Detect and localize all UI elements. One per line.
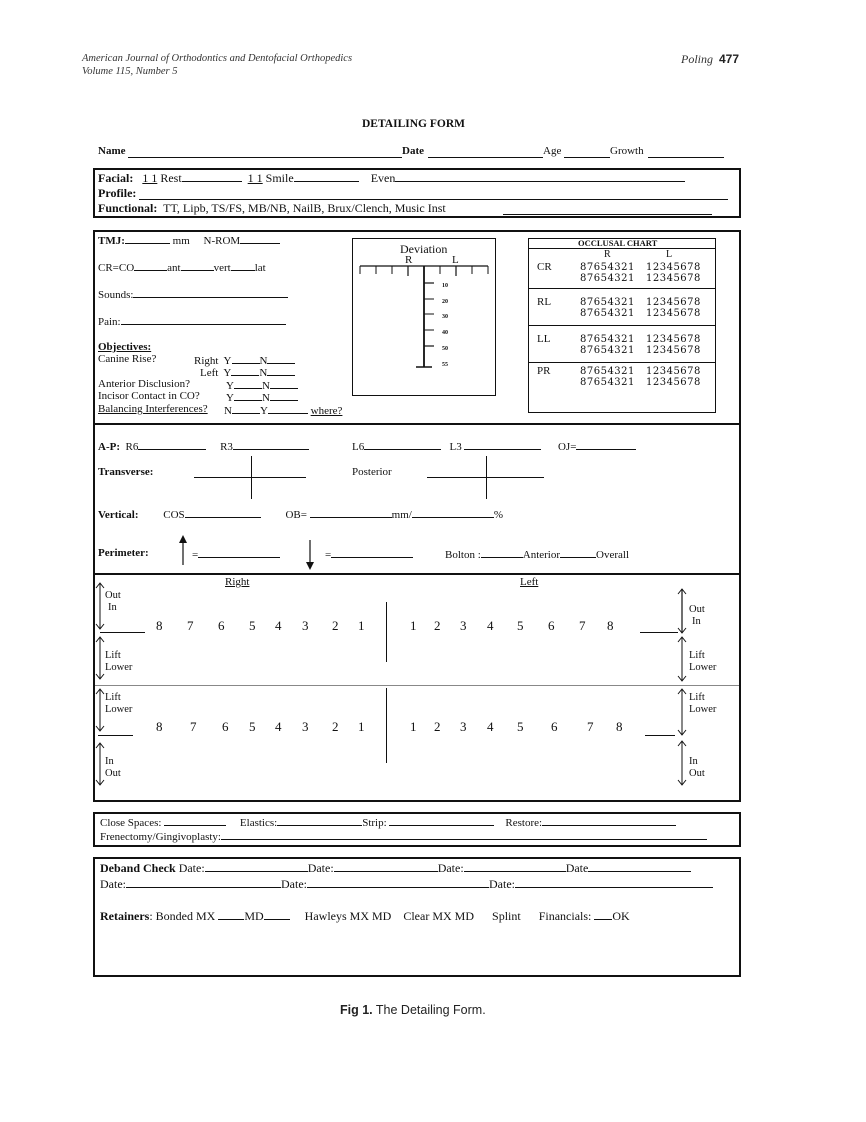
- deviation-tick: 55: [442, 361, 448, 368]
- lower-label: Lower: [105, 704, 133, 715]
- tooth[interactable]: 6: [218, 618, 225, 633]
- deband-date-1-field[interactable]: [205, 861, 308, 872]
- deband-date-5-field[interactable]: [126, 877, 281, 888]
- vert-field[interactable]: [231, 260, 255, 271]
- out-in-label-upper-right: [105, 590, 121, 614]
- strip-field[interactable]: [389, 815, 494, 826]
- balancing-label: Balancing Interferences?: [98, 403, 208, 415]
- functional-items: TT, Lipb, TS/FS, MB/NB, NailB, Brux/Clench, Music Inst: [163, 201, 446, 215]
- anterior-disclusion-label: Anterior Disclusion?: [98, 378, 190, 390]
- date-label: Date: [565, 861, 589, 875]
- financials-label: Financials:: [538, 909, 592, 923]
- tooth[interactable]: 4: [487, 719, 494, 734]
- figure-caption-text: The Detailing Form.: [372, 1003, 486, 1017]
- lower-right-line[interactable]: [98, 735, 133, 736]
- midline-upper: [386, 602, 387, 662]
- perimeter-label: Perimeter:: [98, 547, 149, 559]
- incisor-contact-label: Incisor Contact in CO?: [98, 390, 200, 402]
- lift-lower-label: [689, 650, 716, 674]
- lift-lower-label: [105, 650, 132, 674]
- double-arrow-icon: [677, 688, 687, 736]
- tooth[interactable]: 4: [275, 618, 282, 633]
- deband-date-3-field[interactable]: [464, 861, 566, 872]
- divider: [528, 248, 716, 249]
- lift-lower-label: [689, 692, 716, 716]
- right-label: Right: [225, 576, 250, 588]
- occlusal-row-l: [646, 297, 701, 319]
- tooth[interactable]: 7: [587, 719, 594, 734]
- occlusal-row-r: [580, 366, 635, 388]
- lift-label: Lift: [689, 692, 705, 703]
- y-label: Y: [223, 367, 232, 379]
- upper-left-line[interactable]: [640, 632, 678, 633]
- cos-label: COS: [163, 509, 185, 521]
- sounds-row: [98, 287, 288, 301]
- tooth[interactable]: 1: [358, 618, 365, 633]
- deviation-tick-labels: [442, 279, 448, 373]
- deviation-tick: 50: [442, 345, 448, 352]
- profile-field[interactable]: [139, 199, 728, 200]
- double-arrow-icon: [95, 742, 105, 786]
- occlusal-row-label: LL: [537, 333, 551, 345]
- perimeter-up-row: [192, 547, 280, 561]
- functional-row: [98, 201, 446, 216]
- tooth[interactable]: 7: [579, 618, 586, 633]
- occlusal-l2: 12345678: [646, 345, 701, 356]
- where-label: where?: [310, 405, 343, 417]
- oj-label: OJ=: [557, 441, 577, 453]
- deviation-title: Deviation: [400, 242, 448, 256]
- y-label: Y: [226, 392, 234, 404]
- deband-check-label: Deband Check: [100, 861, 176, 875]
- journal-volume: Volume 115, Number 5: [82, 66, 178, 77]
- double-arrow-icon: [677, 588, 687, 634]
- tooth[interactable]: 6: [551, 719, 558, 734]
- out-label: Out: [105, 768, 121, 779]
- name-field[interactable]: [128, 157, 402, 158]
- bonded-md-field[interactable]: [264, 909, 290, 920]
- retainers-row: [100, 909, 630, 924]
- growth-field[interactable]: [648, 157, 724, 158]
- incisor-contact-row: [226, 390, 298, 404]
- out-label: Out: [105, 590, 121, 601]
- deband-row-2: [100, 877, 713, 892]
- elastics-label: Elastics:: [239, 817, 278, 829]
- date-label: Date:: [437, 861, 464, 875]
- occlusal-row-l: [646, 366, 701, 388]
- figure-caption: [340, 1003, 486, 1017]
- out-in-label-upper-left: [689, 604, 705, 628]
- bolton-overall-field[interactable]: [560, 547, 596, 558]
- cr-co-row: [98, 260, 266, 274]
- ant-label: ant: [167, 262, 181, 274]
- occlusal-r1: 87654321: [580, 297, 635, 308]
- bolton-label: Bolton :: [445, 549, 481, 561]
- tmj-label: TMJ:: [98, 235, 125, 247]
- tooth[interactable]: 2: [434, 719, 441, 734]
- y-label: Y: [226, 380, 234, 392]
- nrom-label: N-ROM: [203, 235, 241, 247]
- tooth[interactable]: 4: [275, 719, 282, 734]
- bonded-md-label: MD: [244, 909, 264, 923]
- arrow-down-icon: [305, 540, 315, 570]
- tooth[interactable]: 3: [302, 719, 309, 734]
- tooth[interactable]: 1: [410, 618, 417, 633]
- strip-label: Strip:: [362, 817, 387, 829]
- pain-field[interactable]: [121, 314, 286, 325]
- n-label: N: [259, 367, 268, 379]
- arch-divider: [95, 685, 739, 686]
- incisor-n-field[interactable]: [270, 390, 298, 401]
- lower-left-line[interactable]: [645, 735, 675, 736]
- ap-label: A-P:: [98, 441, 120, 453]
- occlusal-l2: 12345678: [646, 377, 701, 388]
- tooth[interactable]: 2: [434, 618, 441, 633]
- perimeter-down-field[interactable]: [331, 547, 413, 558]
- tooth[interactable]: 1: [410, 719, 417, 734]
- double-arrow-icon: [95, 582, 105, 630]
- cr-co-field[interactable]: [134, 260, 167, 271]
- balancing-y-field[interactable]: [268, 403, 308, 414]
- bonded-mx-field[interactable]: [218, 909, 244, 920]
- deband-date-6-field[interactable]: [307, 877, 489, 888]
- occlusal-r1: 87654321: [580, 262, 635, 273]
- occlusal-r1: 87654321: [580, 334, 635, 345]
- date-label: Date:: [281, 877, 307, 891]
- rest-prefix: 1 1: [142, 171, 158, 185]
- balancing-row: [224, 403, 342, 417]
- ob-mm-field[interactable]: [310, 507, 392, 518]
- occlusal-r2: 87654321: [580, 308, 635, 319]
- frenectomy-row: [100, 829, 707, 843]
- left-label: Left: [520, 576, 539, 588]
- close-spaces-field[interactable]: [164, 815, 226, 826]
- l6-field[interactable]: [364, 439, 441, 450]
- lat-label: lat: [254, 262, 266, 274]
- r3-label: R3: [220, 441, 233, 453]
- vertical-row: [98, 507, 503, 521]
- r3-field[interactable]: [233, 439, 309, 450]
- n-label: N: [261, 392, 270, 404]
- deviation-tick: 30: [442, 314, 448, 321]
- canine-left-n-field[interactable]: [267, 365, 295, 376]
- cr-co-label: CR=CO: [98, 262, 135, 274]
- tooth[interactable]: 3: [302, 618, 309, 633]
- occlusal-row-l: [646, 334, 701, 356]
- even-label: Even: [370, 171, 396, 185]
- rest-label: Rest: [160, 171, 182, 185]
- lift-lower-label: [105, 692, 132, 716]
- restore-field[interactable]: [542, 815, 676, 826]
- profile-label: Profile:: [98, 186, 137, 200]
- occlusal-row-label: CR: [537, 261, 552, 273]
- tooth[interactable]: 1: [358, 719, 365, 734]
- y-label: Y: [223, 355, 232, 367]
- tooth[interactable]: 5: [517, 719, 524, 734]
- occlusal-row-label: RL: [537, 296, 552, 308]
- in-label: In: [108, 602, 117, 613]
- posterior-label: Posterior: [352, 466, 392, 478]
- tooth[interactable]: 8: [607, 618, 614, 633]
- tmj-field[interactable]: [125, 233, 170, 244]
- occlusal-l1: 12345678: [646, 366, 701, 377]
- divider: [93, 573, 741, 575]
- double-arrow-icon: [95, 636, 105, 680]
- deviation-r-label: R: [405, 254, 413, 266]
- financials-field[interactable]: [594, 909, 612, 920]
- divider: [528, 362, 716, 363]
- tooth[interactable]: 3: [460, 618, 467, 633]
- l3-label: L3: [449, 441, 462, 453]
- ok-label: OK: [612, 909, 630, 923]
- age-field[interactable]: [564, 157, 610, 158]
- in-out-label: [105, 756, 121, 780]
- date-label: Date:: [178, 861, 205, 875]
- occlusal-l1: 12345678: [646, 334, 701, 345]
- l3-field[interactable]: [464, 439, 541, 450]
- smile-field[interactable]: [294, 171, 359, 182]
- anterior-label: Anterior: [522, 549, 561, 561]
- oj-field[interactable]: [576, 439, 636, 450]
- out-label: Out: [689, 768, 705, 779]
- mm-label: mm: [172, 235, 190, 247]
- name-label: Name: [98, 145, 126, 157]
- out-label: Out: [689, 604, 705, 615]
- perimeter-down-row: [325, 547, 413, 561]
- vert-label: vert: [213, 262, 231, 274]
- occlusal-r2: 87654321: [580, 377, 635, 388]
- age-label: Age: [543, 145, 562, 157]
- music-inst-field[interactable]: [503, 214, 712, 215]
- rest-field[interactable]: [182, 171, 242, 182]
- tooth[interactable]: 7: [190, 719, 197, 734]
- restore-label: Restore:: [505, 817, 543, 829]
- facial-label: Facial:: [98, 171, 134, 185]
- smile-prefix: 1 1: [247, 171, 263, 185]
- n-label: N: [224, 405, 232, 417]
- right-label: Right: [194, 355, 219, 367]
- ant-field[interactable]: [181, 260, 214, 271]
- occlusal-row-r: [580, 297, 635, 319]
- occlusal-row-r: [580, 334, 635, 356]
- date-label: Date:: [307, 861, 334, 875]
- divider: [528, 325, 716, 326]
- treatment-row: [100, 815, 676, 829]
- bonded-mx-label: : Bonded MX: [149, 909, 216, 923]
- growth-label: Growth: [610, 145, 644, 157]
- divider: [93, 423, 741, 425]
- transverse-label: Transverse:: [98, 466, 154, 478]
- deband-date-4-field[interactable]: [588, 861, 691, 872]
- lift-label: Lift: [105, 650, 121, 661]
- posterior-cross-v: [486, 456, 487, 499]
- midline-lower: [386, 688, 387, 763]
- occlusal-l1: 12345678: [646, 262, 701, 273]
- canine-right-n-field[interactable]: [267, 353, 295, 364]
- deviation-tick: 40: [442, 330, 448, 337]
- facial-row: [98, 171, 685, 186]
- tooth[interactable]: 4: [487, 618, 494, 633]
- figure-number: Fig 1.: [340, 1003, 373, 1017]
- eq-label: =: [192, 549, 199, 561]
- tooth[interactable]: 6: [222, 719, 229, 734]
- incisor-y-field[interactable]: [234, 390, 262, 401]
- transverse-cross-v: [251, 456, 252, 499]
- tooth[interactable]: 3: [460, 719, 467, 734]
- tooth[interactable]: 2: [332, 719, 339, 734]
- anterior-n-field[interactable]: [270, 378, 298, 389]
- occlusal-l2: 12345678: [646, 308, 701, 319]
- ob-label: OB=: [285, 509, 307, 521]
- l-row: [352, 439, 636, 453]
- occlusal-row-r: [580, 262, 635, 284]
- deband-row-1: [100, 861, 691, 876]
- double-arrow-icon: [95, 688, 105, 732]
- deviation-l-label: L: [452, 254, 459, 266]
- in-label: In: [105, 756, 114, 767]
- occlusal-r1: 87654321: [580, 366, 635, 377]
- deviation-tick: 20: [442, 298, 448, 305]
- arrow-up-icon: [178, 535, 188, 565]
- frenectomy-field[interactable]: [221, 829, 707, 840]
- lower-label: Lower: [105, 662, 133, 673]
- date-label: Date:: [489, 877, 515, 891]
- date-label: Date: [402, 145, 424, 157]
- close-spaces-label: Close Spaces:: [100, 817, 162, 829]
- perimeter-up-field[interactable]: [198, 547, 280, 558]
- occlusal-r2: 87654321: [580, 273, 635, 284]
- date-field[interactable]: [428, 157, 543, 158]
- occlusal-l1: 12345678: [646, 297, 701, 308]
- in-label: In: [692, 616, 701, 627]
- r6-label: R6: [125, 441, 139, 453]
- sounds-field[interactable]: [133, 287, 288, 298]
- smile-label: Smile: [265, 171, 294, 185]
- occlusal-row-l: [646, 262, 701, 284]
- lower-label: Lower: [689, 662, 717, 673]
- canine-right-y-field[interactable]: [232, 353, 260, 364]
- lift-label: Lift: [689, 650, 705, 661]
- in-label: In: [689, 756, 698, 767]
- pain-label: Pain:: [98, 316, 121, 328]
- frenectomy-label: Frenectomy/Gingivoplasty:: [100, 831, 221, 843]
- tooth[interactable]: 6: [548, 618, 555, 633]
- ob-pct-label: %: [493, 509, 504, 521]
- retainers-label: Retainers: [100, 909, 150, 923]
- lift-label: Lift: [105, 692, 121, 703]
- occlusal-chart-title: OCCLUSAL CHART: [578, 238, 658, 248]
- tooth[interactable]: 8: [616, 719, 623, 734]
- canine-left-row: [200, 365, 295, 379]
- occlusal-row-label: PR: [537, 365, 551, 377]
- tooth[interactable]: 2: [332, 618, 339, 633]
- y-label: Y: [259, 405, 268, 417]
- anterior-y-field[interactable]: [234, 378, 262, 389]
- bolton-anterior-field[interactable]: [481, 547, 523, 558]
- splint-label[interactable]: Splint: [492, 909, 521, 923]
- page-author-number: [681, 52, 739, 67]
- page-number: 477: [719, 52, 740, 66]
- elastics-field[interactable]: [277, 815, 362, 826]
- canine-rise-label: Canine Rise?: [98, 353, 157, 365]
- cos-field[interactable]: [185, 507, 261, 518]
- r6-field[interactable]: [138, 439, 206, 450]
- tooth[interactable]: 8: [156, 719, 163, 734]
- even-field[interactable]: [395, 171, 685, 182]
- lower-label: Lower: [689, 704, 717, 715]
- hawleys-label[interactable]: Hawleys MX MD: [304, 909, 392, 923]
- transverse-cross-h: [194, 477, 306, 478]
- divider: [528, 288, 716, 289]
- nrom-field[interactable]: [240, 233, 280, 244]
- ap-row: [98, 439, 309, 453]
- ob-pct-field[interactable]: [412, 507, 494, 518]
- double-arrow-icon: [677, 740, 687, 786]
- deband-date-2-field[interactable]: [334, 861, 438, 872]
- overall-label: Overall: [596, 549, 630, 561]
- pain-row: [98, 314, 286, 328]
- occlusal-col-r: R: [604, 249, 611, 260]
- tooth[interactable]: 8: [156, 618, 163, 633]
- vertical-label: Vertical:: [98, 509, 139, 521]
- objectives-label: Objectives:: [98, 341, 152, 353]
- author-name: Poling: [681, 52, 713, 66]
- deviation-scale-graphic: [352, 262, 496, 372]
- deviation-tick: 10: [442, 283, 448, 289]
- l6-label: L6: [352, 441, 365, 453]
- eq-label: =: [325, 549, 332, 561]
- ob-mm-label: mm/: [391, 509, 412, 521]
- double-arrow-icon: [677, 636, 687, 682]
- occlusal-col-l: L: [666, 249, 673, 260]
- canine-left-y-field[interactable]: [231, 365, 259, 376]
- functional-label: Functional:: [98, 201, 158, 215]
- tmj-row: [98, 233, 280, 247]
- bolton-row: [445, 547, 629, 561]
- tooth[interactable]: 5: [249, 618, 256, 633]
- deband-date-7-field[interactable]: [515, 877, 713, 888]
- tooth[interactable]: 5: [249, 719, 256, 734]
- occlusal-r2: 87654321: [580, 345, 635, 356]
- occlusal-l2: 12345678: [646, 273, 701, 284]
- in-out-label: [689, 756, 705, 780]
- tooth[interactable]: 5: [517, 618, 524, 633]
- tooth[interactable]: 7: [187, 618, 194, 633]
- date-label: Date:: [100, 877, 126, 891]
- clear-label[interactable]: Clear MX MD: [403, 909, 475, 923]
- left-label: Left: [200, 367, 219, 379]
- n-label: N: [259, 355, 268, 367]
- sounds-label: Sounds:: [98, 289, 134, 301]
- upper-right-line[interactable]: [100, 632, 145, 633]
- journal-title: American Journal of Orthodontics and Dentofacial Orthopedics: [82, 53, 353, 64]
- balancing-n-field[interactable]: [232, 403, 260, 414]
- form-title: DETAILING FORM: [362, 118, 465, 130]
- n-label: N: [261, 380, 270, 392]
